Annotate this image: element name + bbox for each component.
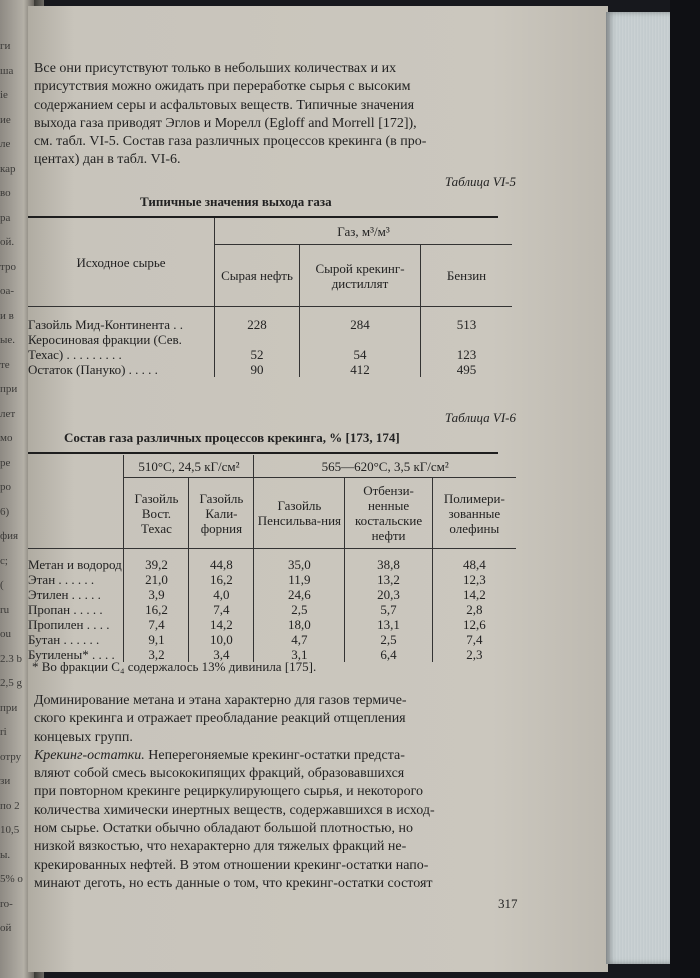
table-vi6-title: Состав газа различных процессов крекинга, % [173, 174] xyxy=(64,430,400,445)
row-label: Бутан . . . . . . xyxy=(28,632,124,647)
left-page-fragment: с; xyxy=(0,554,8,567)
left-page-fragment: oa- xyxy=(0,285,15,297)
table-row xyxy=(28,632,516,647)
cell-value: 35,0 xyxy=(254,549,345,573)
col-head-0: Газойль Вост. Техас xyxy=(124,478,189,549)
col-head-4: Полимери-зованные олефины xyxy=(432,478,516,549)
cell-value: 14,2 xyxy=(189,617,254,632)
col-feed-header: Исходное сырье xyxy=(28,218,215,307)
cell-value: 16,2 xyxy=(189,572,254,587)
left-page-fragment: зи xyxy=(0,775,11,787)
cell-value: 10,0 xyxy=(189,632,254,647)
left-page-fragment: 6) xyxy=(0,505,10,518)
cell-value: 2,5 xyxy=(254,602,345,617)
row-label: Бутилены* . . . . xyxy=(28,647,124,662)
table-row xyxy=(28,549,516,573)
cell-value: 284 xyxy=(300,307,421,333)
cell-value: 513 xyxy=(456,317,477,332)
intro-line: выхода газа приводят Эглов и Морелл (Egloff and Morrell [172]), xyxy=(34,115,417,131)
left-page-fragment: и в xyxy=(0,309,14,322)
intro-line: содержанием серы и асфальтовых веществ. Типичные значения xyxy=(34,97,415,113)
col-head-crude: Сырая нефть xyxy=(215,245,300,307)
table-row xyxy=(28,347,512,362)
left-page-fragment: лет xyxy=(0,407,16,420)
body-line: Крекинг-остатки. Неперегоняемые крекинг-остатки предста- xyxy=(34,747,405,763)
cell-value xyxy=(300,332,421,347)
table-vi5-label: Таблица VI-5 xyxy=(444,174,516,189)
cell-value: 12,6 xyxy=(462,617,486,632)
book-cover xyxy=(670,0,700,978)
left-page-fragment: ri xyxy=(0,726,7,738)
cell-value: 7,4 xyxy=(189,602,254,617)
intro-paragraph xyxy=(34,60,514,170)
table-row xyxy=(28,587,516,602)
cell-value: 2,5 xyxy=(345,632,432,647)
cell-value: 16,2 xyxy=(124,602,189,617)
left-page-fragment: по 2 xyxy=(0,799,20,812)
col-head-1: Газойль Кали-форния xyxy=(189,478,254,549)
cell-value: 412 xyxy=(300,362,421,377)
left-page-fragment: ie xyxy=(0,89,8,101)
left-page-fragment: ой xyxy=(0,922,12,934)
left-page-fragment: тро xyxy=(0,260,16,273)
cell-value: 38,8 xyxy=(345,549,432,573)
cell-value: 2,8 xyxy=(466,602,483,617)
left-page-fragment: ле xyxy=(0,138,11,150)
body-line: вляют собой смесь высококипящих фракций, образовавшихся xyxy=(34,766,405,782)
left-page-fragment: при xyxy=(0,701,18,714)
body-paragraph xyxy=(34,692,516,893)
table-vi5 xyxy=(28,218,512,377)
cell-value: 4,0 xyxy=(189,587,254,602)
cell-value: 3,9 xyxy=(124,587,189,602)
table-vi5-title: Типичные значения выхода газа xyxy=(140,194,332,209)
cell-value: 13,1 xyxy=(345,617,432,632)
table-row xyxy=(28,602,516,617)
left-page-fragment: ы. xyxy=(0,848,11,861)
cell-value: 7,4 xyxy=(466,632,483,647)
body-line: крекированных нефтей. В этом отношении крекинг-остатки напо- xyxy=(34,857,429,873)
cell-value: 54 xyxy=(300,347,421,362)
left-page-fragment: ро xyxy=(0,481,11,493)
body-line: количества химически инертных веществ, содержавшихся в исход- xyxy=(34,802,435,818)
left-page-fragment: 2,5 g xyxy=(0,677,22,689)
left-page-fragment: кар xyxy=(0,162,16,175)
row-label: Метан и водород xyxy=(28,549,124,573)
body-line: при повторном крекинге рециркулирующего сырья, и некоторого xyxy=(34,784,424,800)
row-label: Пропилен . . . . xyxy=(28,617,124,632)
cell-value xyxy=(421,332,513,347)
left-page-fragment: ша xyxy=(0,64,14,77)
table-row xyxy=(28,332,512,347)
left-page-fragment: ые. xyxy=(0,334,16,346)
col-gas-group-header: Газ, м³/м³ xyxy=(215,218,513,245)
left-page-fragment: ие xyxy=(0,113,11,126)
page-block-edges xyxy=(606,12,674,964)
left-page-fragment: ра xyxy=(0,211,11,224)
cell-value: 48,4 xyxy=(462,557,486,572)
body-line: ном сырье. Остатки обычно обладают большой плотностью, но xyxy=(34,821,413,837)
table-vi6-label: Таблица VI-6 xyxy=(444,410,516,425)
left-page-fragment: 10,5 xyxy=(0,824,20,836)
cell-value: 18,0 xyxy=(254,617,345,632)
row-label: Газойль Мид-Континента . . xyxy=(28,307,215,333)
col-head-gasoline: Бензин xyxy=(421,245,513,307)
group2-header: 565—620°C, 3,5 кГ/см² xyxy=(254,455,516,478)
left-page-fragment: те xyxy=(0,358,10,371)
left-page-fragment: мо xyxy=(0,432,13,444)
left-page-fragment: ре xyxy=(0,456,11,469)
col-component-header xyxy=(28,455,124,549)
intro-line: Все они присутствуют только в небольших количествах и их xyxy=(34,61,397,76)
row-label: Керосиновая фракции (Сев. xyxy=(28,332,215,347)
cell-value: 12,3 xyxy=(462,572,486,587)
section-heading-italic: Крекинг-остатки. xyxy=(34,747,145,763)
table-row xyxy=(28,362,512,377)
col-head-distillate: Сырой крекинг-дистиллят xyxy=(300,245,421,307)
cell-value: 7,4 xyxy=(124,617,189,632)
row-label: Этилен . . . . . xyxy=(28,587,124,602)
intro-line: центах) дан в табл. VI-6. xyxy=(34,152,181,168)
left-page-fragment: ro- xyxy=(0,897,13,910)
left-page-fragment: ou xyxy=(0,628,11,640)
body-line: концевых групп. xyxy=(34,729,133,745)
intro-line: присутствия можно ожидать при переработке сырья с высоким xyxy=(34,79,411,95)
left-page-fragment: во xyxy=(0,187,11,199)
col-head-3: Отбензи-ненные костальские нефти xyxy=(345,478,432,549)
left-page-fragment: отру xyxy=(0,750,22,763)
left-page-fragment: ой. xyxy=(0,236,15,248)
cell-value: 3,4 xyxy=(189,647,254,662)
cell-value: 3,1 xyxy=(254,647,345,662)
left-page-fragment: 5% о xyxy=(0,873,23,885)
table-vi6-top-rule xyxy=(28,452,498,454)
left-page-fragment: при xyxy=(0,383,18,395)
cell-value: 228 xyxy=(215,307,300,333)
book-page xyxy=(28,6,608,972)
cell-value: 2,3 xyxy=(466,647,483,662)
cell-value: 14,2 xyxy=(462,587,486,602)
row-label: Остаток (Пануко) . . . . . xyxy=(28,362,215,377)
left-page-fragment: фия xyxy=(0,530,19,542)
left-page-fragment: ги xyxy=(0,40,11,52)
body-line: минают деготь, но есть данные о том, что крекинг-остатки состоят xyxy=(34,875,433,891)
page-number: 317 xyxy=(498,896,518,911)
cell-value: 3,2 xyxy=(124,647,189,662)
cell-value: 39,2 xyxy=(124,549,189,573)
col-head-2: Газойль Пенсильва-ния xyxy=(254,478,345,549)
left-page-fragment: 2.3 b xyxy=(0,652,22,665)
cell-value: 44,8 xyxy=(189,549,254,573)
body-line: низкой вязкостью, что нехарактерно для тяжелых фракций не- xyxy=(34,839,407,855)
cell-value xyxy=(215,332,300,347)
cell-value: 495 xyxy=(456,362,477,377)
cell-value: 13,2 xyxy=(345,572,432,587)
row-label: Пропан . . . . . xyxy=(28,602,124,617)
footnote: * Во фракции C₄ содержалось 13% дивинила [175]. xyxy=(32,659,317,674)
group1-header: 510°C, 24,5 кГ/см² xyxy=(124,455,254,478)
body-line: ского крекинга и отражает преобладание реакций отщепления xyxy=(34,711,406,727)
cell-value: 11,9 xyxy=(254,572,345,587)
row-label: Техас) . . . . . . . . . xyxy=(28,347,215,362)
left-page-fragment: ( xyxy=(0,579,4,591)
cell-value: 5,7 xyxy=(345,602,432,617)
cell-value: 6,4 xyxy=(345,647,432,662)
cell-value: 90 xyxy=(215,362,300,377)
table-row xyxy=(28,307,512,333)
left-page-fragment: ru xyxy=(0,603,10,616)
cell-value: 123 xyxy=(456,347,477,362)
table-row xyxy=(28,572,516,587)
cell-value: 24,6 xyxy=(254,587,345,602)
cell-value: 9,1 xyxy=(124,632,189,647)
body-line: Доминирование метана и этана характерно для газов термиче- xyxy=(34,693,407,708)
cell-value: 52 xyxy=(215,347,300,362)
table-vi6 xyxy=(28,455,516,662)
row-label: Этан . . . . . . xyxy=(28,572,124,587)
cell-value: 20,3 xyxy=(345,587,432,602)
cell-value: 21,0 xyxy=(124,572,189,587)
cell-value: 4,7 xyxy=(254,632,345,647)
table-row xyxy=(28,617,516,632)
intro-line: см. табл. VI-5. Состав газа различных процессов крекинга (в про- xyxy=(34,134,427,150)
